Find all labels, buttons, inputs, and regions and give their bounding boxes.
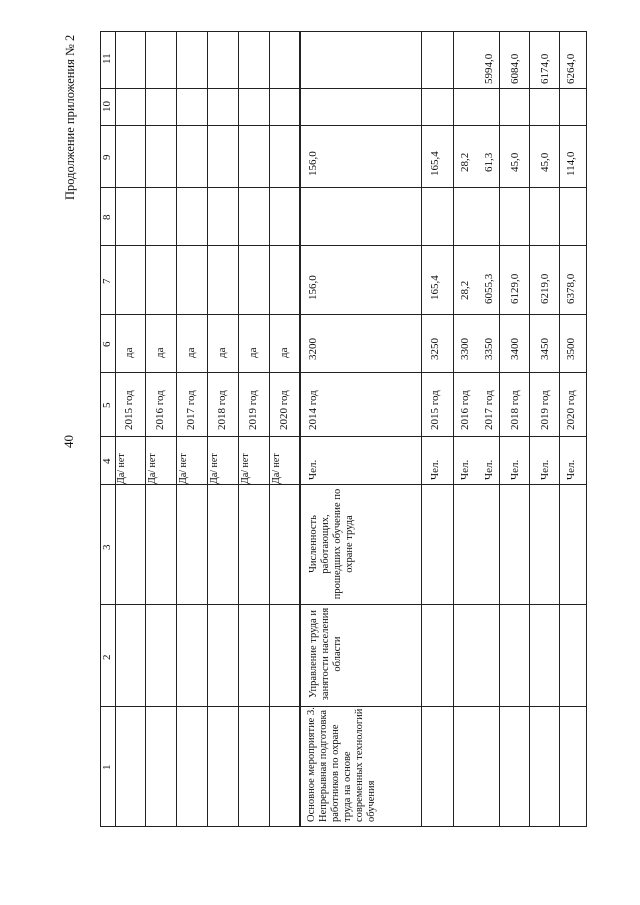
- table-row-year: 2014 год: [307, 390, 319, 430]
- activity-name: Основное мероприятие 3. Непрерывная подготовка работников по охране труда на основе современных технологий обучения: [306, 707, 377, 822]
- table-row-target: 3200: [307, 338, 319, 360]
- header-col-7: 7: [101, 278, 113, 284]
- table-row-unit: Да/ нет: [209, 453, 220, 484]
- table-row-value: да: [247, 347, 259, 358]
- table-row-year: 2017 год: [185, 390, 197, 430]
- table-row-unit: Чел.: [307, 459, 319, 480]
- table-row-year: 2017 год: [483, 390, 495, 430]
- table-row-unit: Да/ нет: [178, 453, 189, 484]
- table-row-year: 2020 год: [565, 390, 577, 430]
- table-row-federal: 6264,0: [565, 53, 577, 84]
- table-row-total: 6219,0: [539, 273, 551, 304]
- table-row-federal: 5994,0: [483, 53, 495, 84]
- table-row-target: 3450: [539, 338, 551, 360]
- table-row-regional: 45,0: [539, 152, 551, 172]
- table-row-value: да: [216, 347, 228, 358]
- table-row-target: 3500: [565, 338, 577, 360]
- table-row-year: 2019 год: [539, 390, 551, 430]
- table-row-year: 2019 год: [247, 390, 259, 430]
- table-row-value: да: [123, 347, 135, 358]
- table-row-year: 2018 год: [216, 390, 228, 430]
- table-row-regional: 28,2: [459, 152, 471, 172]
- table-row-total: 28,2: [459, 280, 471, 300]
- table-row-unit: Чел.: [429, 459, 441, 480]
- header-col-1: 1: [101, 764, 113, 770]
- table-row-total: 156,0: [307, 275, 319, 300]
- header-col-3: 3: [101, 544, 113, 550]
- table-row-year: 2015 год: [123, 390, 135, 430]
- header-col-6: 6: [101, 341, 113, 347]
- table-row-year: 2016 год: [154, 390, 166, 430]
- table-row-federal: 6084,0: [509, 53, 521, 84]
- table-row-regional: 114,0: [565, 151, 577, 176]
- table-row-regional: 156,0: [307, 151, 319, 176]
- table-row-year: 2016 год: [459, 390, 471, 430]
- table-row-total: 6055,3: [483, 273, 495, 304]
- table-row-unit: Да/ нет: [116, 453, 127, 484]
- header-col-2: 2: [101, 654, 113, 660]
- table-row-total: 6129,0: [509, 273, 521, 304]
- header-col-9: 9: [101, 154, 113, 160]
- header-col-11: 11: [101, 53, 113, 64]
- table-row-target: 3350: [483, 338, 495, 360]
- table-row-unit: Чел.: [483, 459, 495, 480]
- header-col-5: 5: [101, 402, 113, 408]
- table-row-unit: Да/ нет: [271, 453, 282, 484]
- table-row-value: да: [154, 347, 166, 358]
- table-row-unit: Чел.: [509, 459, 521, 480]
- table-row-target: 3300: [459, 338, 471, 360]
- table-row-unit: Да/ нет: [240, 453, 251, 484]
- table-row-target: 3400: [509, 338, 521, 360]
- table-row-regional: 61,3: [483, 152, 495, 172]
- page-number: 40: [61, 435, 76, 448]
- table-row-unit: Чел.: [459, 459, 471, 480]
- table-row-value: да: [185, 347, 197, 358]
- table-row-target: 3250: [429, 338, 441, 360]
- table-row-year: 2020 год: [278, 390, 290, 430]
- table-row-total: 165,4: [429, 275, 441, 300]
- table-row-year: 2015 год: [429, 390, 441, 430]
- table-row-regional: 165,4: [429, 151, 441, 176]
- table-row-unit: Чел.: [565, 459, 577, 480]
- header-col-8: 8: [101, 214, 113, 220]
- activity-executor: Управление труда и занятости населения области: [308, 607, 343, 701]
- table-row-regional: 45,0: [509, 152, 521, 172]
- activity-indicator: Численность работающих, прошедших обучение по охране труда: [308, 488, 355, 600]
- table-row-unit: Да/ нет: [147, 453, 158, 484]
- header-col-4: 4: [101, 458, 113, 464]
- table-row-total: 6378,0: [565, 273, 577, 304]
- table-row-year: 2018 год: [509, 390, 521, 430]
- header-col-10: 10: [101, 101, 113, 112]
- table-row-federal: 6174,0: [539, 53, 551, 84]
- appendix-caption: Продолжение приложения № 2: [63, 34, 77, 200]
- table-row-unit: Чел.: [539, 459, 551, 480]
- table-row-value: да: [278, 347, 290, 358]
